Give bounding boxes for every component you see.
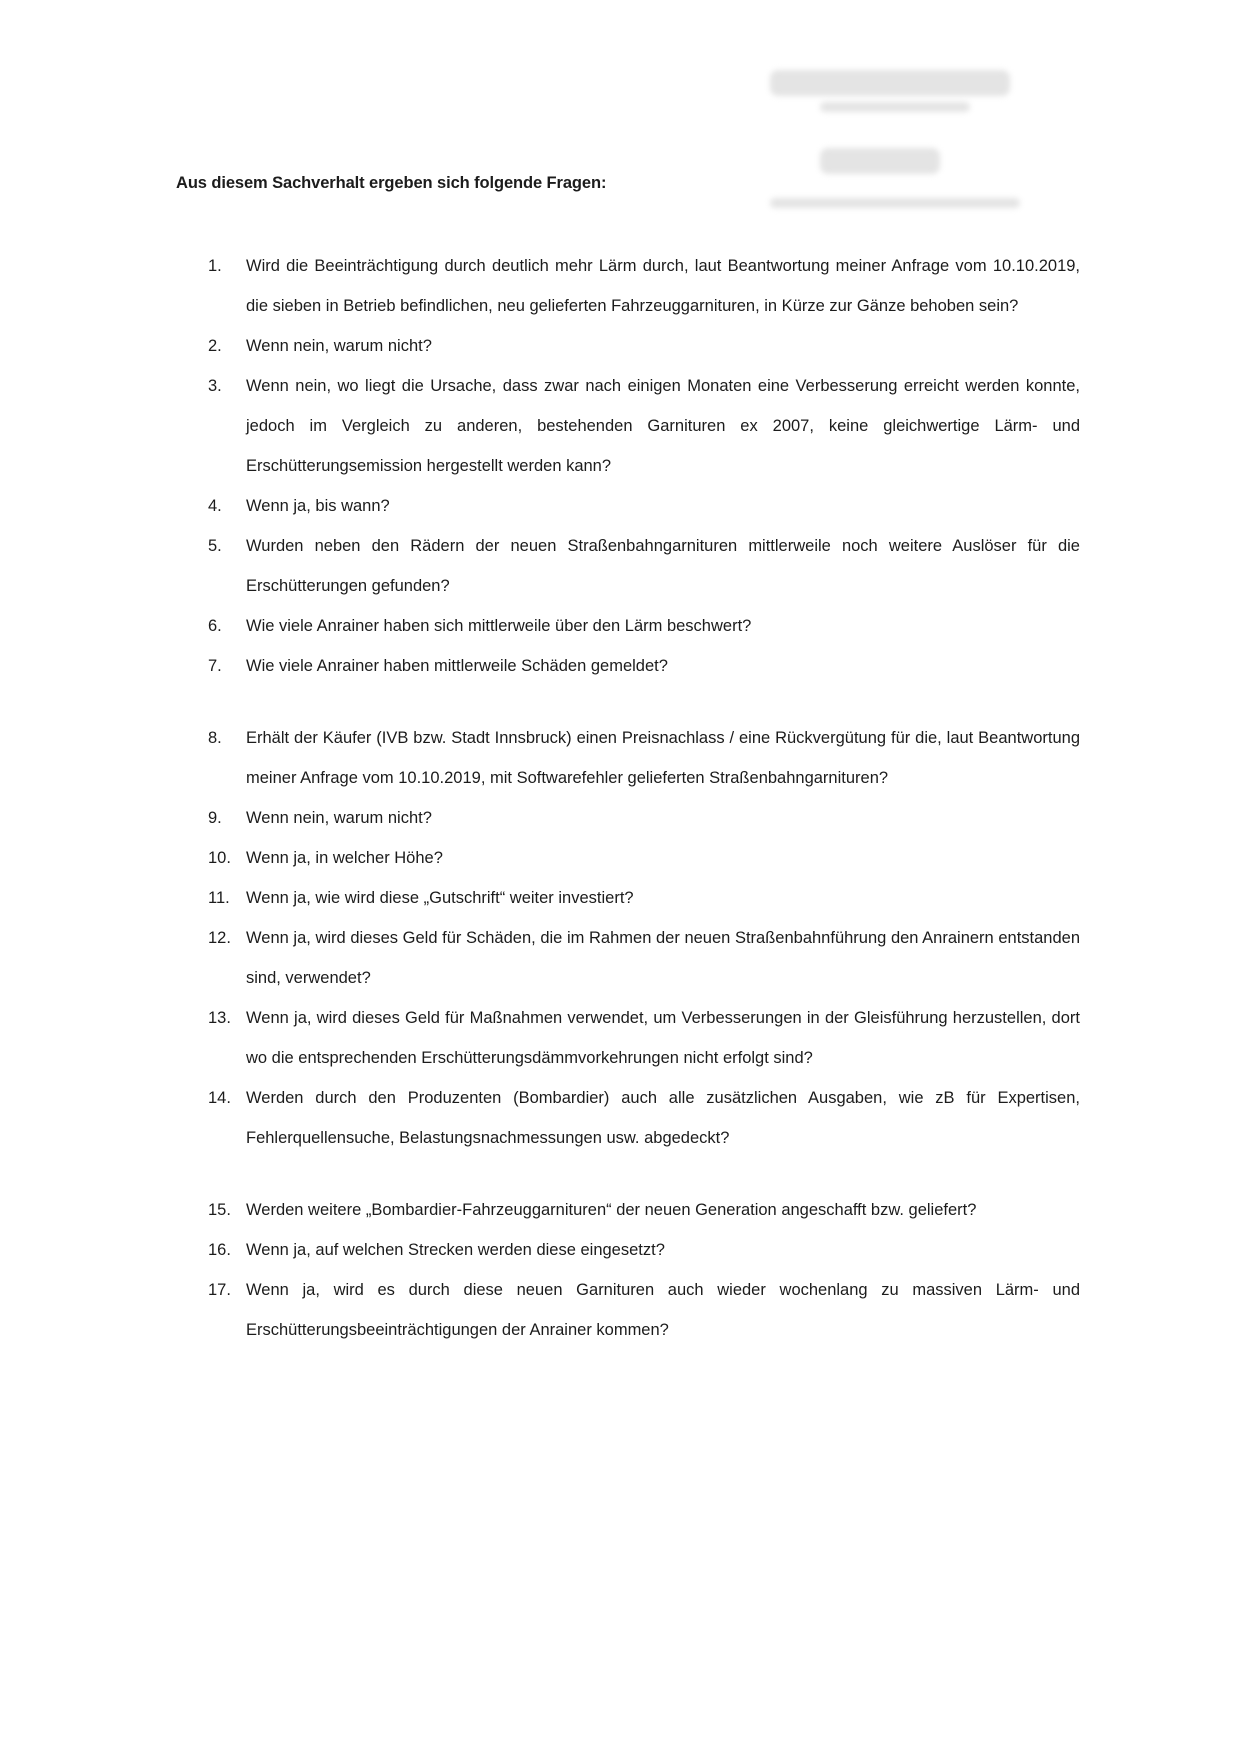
list-item [208,998,1080,1078]
list-item [208,838,1080,878]
list-item [208,486,1080,526]
question-text: Wenn ja, wie wird diese „Gutschrift“ weiter investiert? [246,889,634,907]
list-item [208,606,1080,646]
list-item [208,798,1080,838]
question-text: Werden weitere „Bombardier-Fahrzeuggarnituren“ der neuen Generation angeschafft bzw. geliefert? [246,1201,977,1219]
question-text: Wenn nein, wo liegt die Ursache, dass zwar nach einigen Monaten eine Verbesserung erreicht werden konnte, jedoch im Vergleich zu anderen, bestehenden Garnituren ex 2007, keine gleichwertige Lärm- und Erschütterungsemission hergestellt werden kann? [246,377,1080,475]
question-number: 7. [208,657,222,675]
question-number: 3. [208,377,222,395]
blurred-stamp [760,62,1040,222]
question-text: Werden durch den Produzenten (Bombardier) auch alle zusätzlichen Ausgaben, wie zB für Expertisen, Fehlerquellensuche, Belastungsnachmessungen usw. abgedeckt? [246,1089,1080,1147]
question-text: Wird die Beeinträchtigung durch deutlich mehr Lärm durch, laut Beantwortung meiner Anfrage vom 10.10.2019, die sieben in Betrieb befindlichen, neu gelieferten Fahrzeuggarnituren, in Kürze zur Gänze behoben sein? [246,257,1080,315]
list-item [208,526,1080,606]
question-number: 1. [208,257,222,275]
question-text: Wenn ja, wird dieses Geld für Schäden, die im Rahmen der neuen Straßenbahnführung den Anrainern entstanden sind, verwendet? [246,929,1080,987]
list-item [208,718,1080,798]
question-text: Wenn ja, bis wann? [246,497,390,515]
list-item [208,918,1080,998]
question-text: Wenn nein, warum nicht? [246,337,432,355]
list-item [208,366,1080,486]
list-item [208,878,1080,918]
question-number: 16. [208,1241,231,1259]
question-number: 10. [208,849,231,867]
question-number: 15. [208,1201,231,1219]
question-number: 5. [208,537,222,555]
question-number: 6. [208,617,222,635]
question-text: Wenn nein, warum nicht? [246,809,432,827]
question-number: 4. [208,497,222,515]
question-number: 11. [208,889,230,907]
question-text: Erhält der Käufer (IVB bzw. Stadt Innsbruck) einen Preisnachlass / eine Rückvergütung für die, laut Beantwortung meiner Anfrage vom 10.10.2019, mit Softwarefehler gelieferten Straßenbahngarnituren? [246,729,1080,787]
list-item [208,1270,1080,1350]
question-text: Wurden neben den Rädern der neuen Straßenbahngarnituren mittlerweile noch weitere Auslöser für die Erschütterungen gefunden? [246,537,1080,595]
list-item [208,646,1080,686]
question-number: 9. [208,809,222,827]
question-number: 13. [208,1009,231,1027]
question-number: 8. [208,729,222,747]
list-item [208,1190,1080,1230]
question-text: Wenn ja, wird es durch diese neuen Garnituren auch wieder wochenlang zu massiven Lärm- und Erschütterungsbeeinträchtigungen der Anrainer kommen? [246,1281,1080,1339]
question-number: 14. [208,1089,231,1107]
list-item [208,326,1080,366]
question-text: Wie viele Anrainer haben sich mittlerweile über den Lärm beschwert? [246,617,752,635]
question-text: Wenn ja, auf welchen Strecken werden diese eingesetzt? [246,1241,665,1259]
list-item [208,1230,1080,1270]
question-text: Wie viele Anrainer haben mittlerweile Schäden gemeldet? [246,657,668,675]
list-item [208,246,1080,326]
question-number: 12. [208,929,231,947]
page-heading: Aus diesem Sachverhalt ergeben sich folgende Fragen: [176,174,607,192]
question-number: 2. [208,337,222,355]
question-text: Wenn ja, wird dieses Geld für Maßnahmen verwendet, um Verbesserungen in der Gleisführung herzustellen, dort wo die entsprechenden Erschütterungsdämmvorkehrungen nicht erfolgt sind? [246,1009,1080,1067]
question-number: 17. [208,1281,231,1299]
question-list [208,246,1080,1350]
question-text: Wenn ja, in welcher Höhe? [246,849,443,867]
list-item [208,1078,1080,1158]
